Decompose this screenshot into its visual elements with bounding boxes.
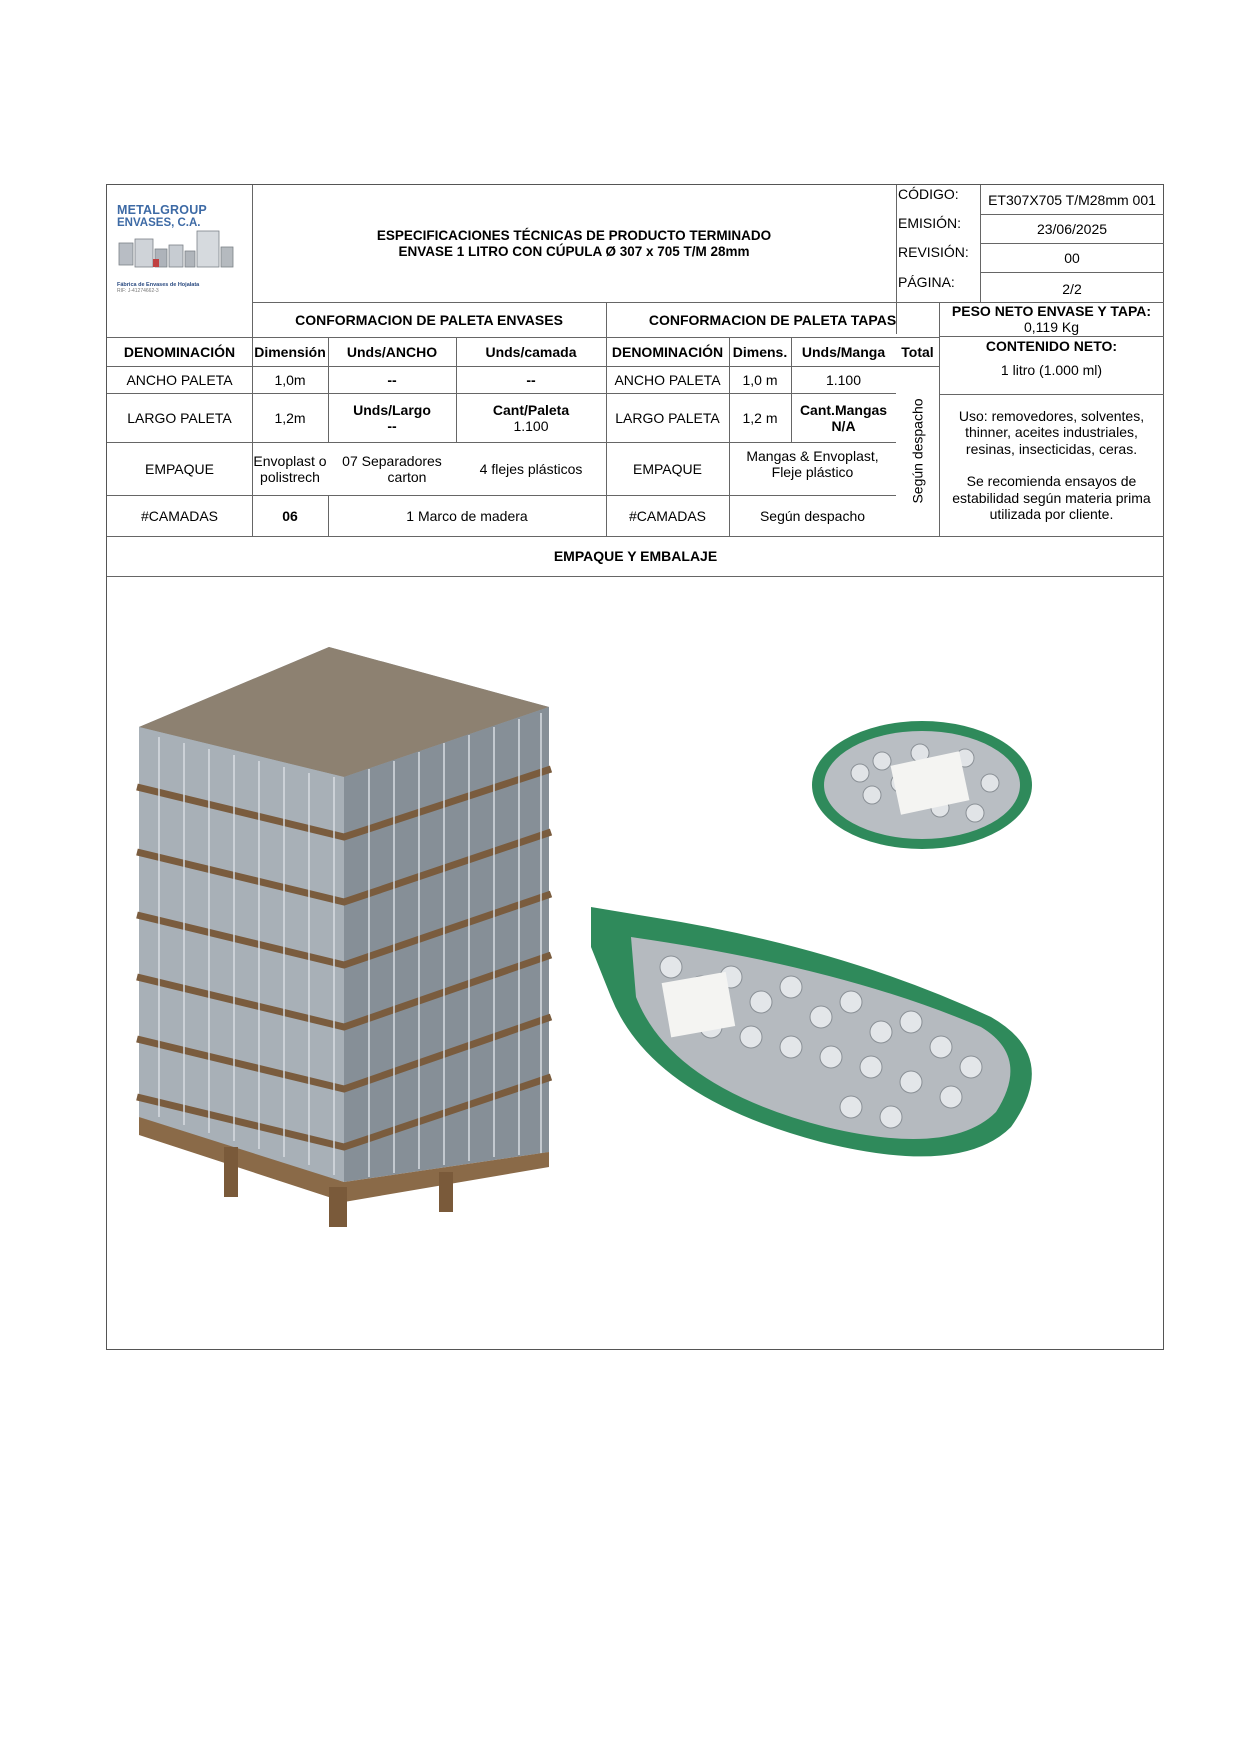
divider [107,576,1164,577]
separadores-line1: 07 Separadores [342,452,442,469]
pagina-label: PÁGINA: [898,274,955,290]
unds-largo-label: Unds/Largo [353,401,431,418]
row-empaque-tapas-mangas [729,442,896,495]
row-empaque-dim [252,442,328,495]
col-total: Total [901,343,934,360]
row-largo-dim: 1,2m [274,409,306,426]
col-denominacion: DENOMINACIÓN [123,343,236,360]
row-largo-tapas-dim: 1,2 m [742,409,778,426]
company-logo [117,203,241,303]
cant-paleta-value: 1.100 [513,417,549,434]
logo-tagline: Fábrica de Envases de Hojalata [117,282,200,288]
total-vertical-text: Según despacho [909,398,926,504]
row-ancho-manga: 1.100 [825,371,862,388]
separadores-line2: carton [387,468,427,485]
lids-bag-small-photo [800,713,1040,861]
peso-neto [939,302,1164,336]
row-camadas-tapas-name: #CAMADAS [628,507,707,524]
unds-largo-value: -- [387,417,397,434]
pallet-photo [129,647,559,1227]
recomendacion-line3: utilizada por cliente. [989,506,1114,522]
row-largo-mangas [791,393,896,442]
section-tapas-title: CONFORMACION DE PALETA TAPAS [648,311,897,328]
logo-rif: RIF: J-41274662-3 [117,288,159,294]
pagina-value: 2/2 [1062,281,1082,297]
row-empaque-tapas-name: EMPAQUE [633,460,702,477]
codigo-label: CÓDIGO: [898,186,959,202]
row-ancho-dim: 1,0m [274,371,306,388]
spec-sheet [106,184,1164,1350]
row-largo-unds [328,393,456,442]
codigo-value: ET307X705 T/M28mm 001 [988,191,1156,208]
lids-bag-large-photo [591,907,1051,1177]
row-empaque-flejes: 4 flejes plásticos [479,460,583,477]
row-ancho-name: ANCHO PALETA [126,371,233,388]
contenido-value: 1 litro (1.000 ml) [1000,362,1103,378]
uso-line2: thinner, aceites industriales, [965,424,1138,440]
cant-mangas-value: N/A [831,417,856,434]
row-camadas-marco: 1 Marco de madera [406,507,528,524]
peso-value: 0,119 Kg [1023,319,1079,335]
logo-line2: ENVASES, C.A. [117,217,201,229]
contenido-neto [939,336,1164,394]
peso-label: PESO NETO ENVASE Y TAPA: [951,303,1152,319]
revision-label: REVISIÓN: [898,244,969,260]
empaque-embalaje-title: EMPAQUE Y EMBALAJE [553,548,718,564]
row-camadas-tapas-value: Según despacho [759,507,866,524]
row-ancho-unds: -- [387,371,397,388]
uso-line3: resinas, insecticidas, ceras. [965,440,1138,457]
row-camadas-value: 06 [282,507,298,524]
emision-value: 23/06/2025 [1036,220,1108,237]
cant-mangas-label: Cant.Mangas [799,401,888,418]
uso-line1: Uso: removedores, solventes, [958,407,1145,424]
tapas-empaque-line2: Fleje plástico [771,464,854,480]
row-empaque-separadores [328,442,456,495]
col-unds-ancho: Unds/ANCHO [346,343,438,360]
row-largo-cant [456,393,606,442]
revision-value: 00 [1064,249,1080,266]
row-camadas-name: #CAMADAS [140,507,219,524]
row-empaque-name: EMPAQUE [145,460,214,477]
cant-paleta-label: Cant/Paleta [492,401,570,418]
empaque-dim-line1: Envoplast o [253,452,327,469]
cans-logo-icon [117,229,235,275]
row-ancho-tapas-dim: 1,0 m [742,371,778,388]
col-unds-manga: Unds/Manga [801,343,886,360]
usage-notes [939,394,1164,536]
contenido-label: CONTENIDO NETO: [985,338,1118,354]
section-envases-title: CONFORMACION DE PALETA ENVASES [295,311,563,328]
row-ancho-tapas-name: ANCHO PALETA [614,371,721,388]
recomendacion-line2: estabilidad según materia prima [952,489,1151,506]
recomendacion-line1: Se recomienda ensayos de [966,473,1137,489]
col-dimension: Dimensión [254,343,326,360]
title-line2: ENVASE 1 LITRO CON CÚPULA Ø 307 x 705 T/M 28mm [398,243,750,259]
row-ancho-camada: -- [526,371,536,388]
col-denominacion-tapas: DENOMINACIÓN [611,343,724,360]
title-line1: ESPECIFICACIONES TÉCNICAS DE PRODUCTO TERMINADO [376,227,772,243]
col-dimens: Dimens. [732,343,788,360]
tapas-empaque-line1: Mangas & Envoplast, [746,448,879,464]
document-title [252,185,896,302]
row-largo-name: LARGO PALETA [127,409,232,426]
col-unds-camada: Unds/camada [485,343,577,360]
empaque-dim-line2: polistrech [260,468,320,485]
logo-line1: METALGROUP [117,203,207,217]
row-largo-tapas-name: LARGO PALETA [615,409,720,426]
total-column [896,366,939,536]
emision-label: EMISIÓN: [898,215,962,231]
